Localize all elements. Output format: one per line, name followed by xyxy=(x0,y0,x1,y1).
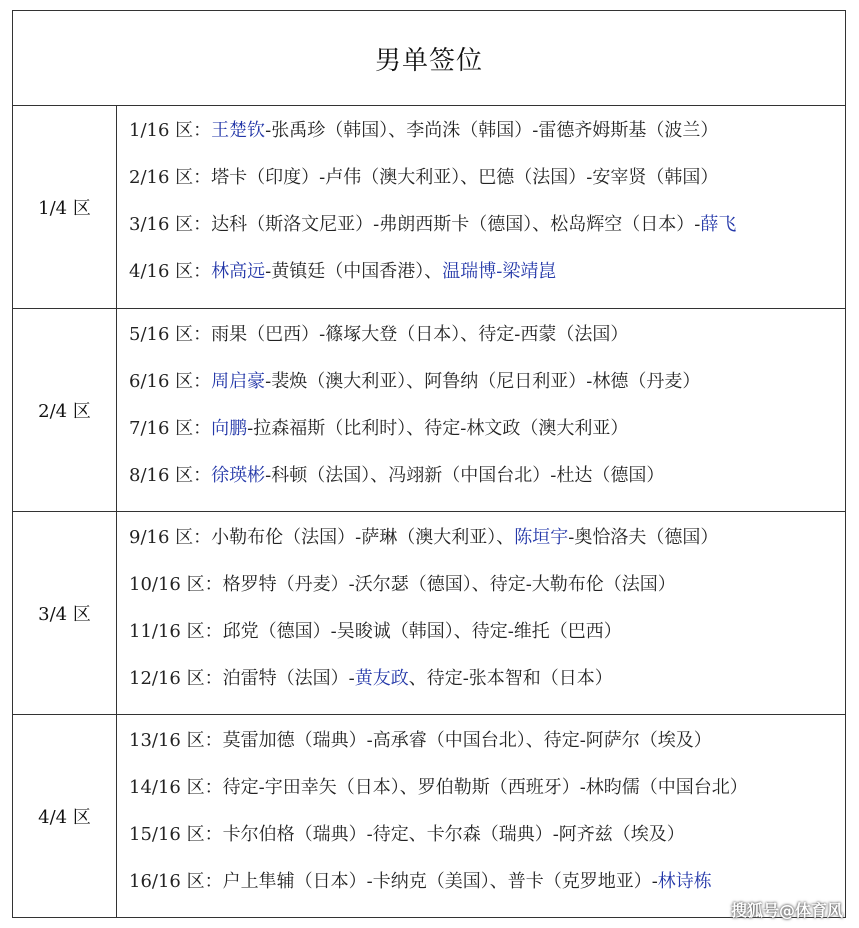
draw-line xyxy=(129,464,664,488)
draw-line-text: 莫雷加德（瑞典）-高承睿（中国台北）、待定-阿萨尔（埃及） xyxy=(222,730,712,751)
draw-line-label: 12/16 区： xyxy=(129,668,223,689)
draw-line-label: 15/16 区： xyxy=(129,824,223,845)
draw-line-label: 16/16 区： xyxy=(129,871,223,892)
draw-line-text: -黄镇廷（中国香港）、 xyxy=(265,261,443,282)
zone-label: 3/4 区 xyxy=(13,512,117,714)
highlighted-player: 周启豪 xyxy=(211,371,266,392)
draw-line-text: 卡尔伯格（瑞典）-待定、卡尔森（瑞典）-阿齐兹（埃及） xyxy=(222,824,685,845)
draw-line xyxy=(129,166,718,190)
draw-line-text: 泊雷特（法国）- xyxy=(222,668,355,689)
draw-line-text: -拉森福斯（比利时）、待定-林文政（澳大利亚） xyxy=(247,418,629,439)
draw-line-label: 8/16 区： xyxy=(129,465,212,486)
table-title: 男单签位 xyxy=(374,45,483,76)
draw-line-text: 邱党（德国）-吴晙诚（韩国）、待定-维托（巴西） xyxy=(222,621,622,642)
draw-line-text: 待定-宇田幸矢（日本）、罗伯勒斯（西班牙）-林昀儒（中国台北） xyxy=(222,777,748,798)
zone-label: 1/4 区 xyxy=(13,105,117,308)
draw-line-text: 格罗特（丹麦）-沃尔瑟（德国）、待定-大勒布伦（法国） xyxy=(222,574,676,595)
draw-line-label: 1/16 区： xyxy=(129,120,212,141)
draw-lines xyxy=(117,512,845,714)
highlighted-player: 林诗栋 xyxy=(657,871,712,892)
draw-line xyxy=(129,870,712,894)
draw-line xyxy=(129,119,718,143)
draw-line-text: -科顿（法国）、冯翊新（中国台北）-杜达（德国） xyxy=(265,465,665,486)
draw-line-label: 13/16 区： xyxy=(129,730,223,751)
highlighted-player: 徐瑛彬 xyxy=(211,465,266,486)
draw-line-text: 达科（斯洛文尼亚）-弗朗西斯卡（德国）、松岛辉空（日本）- xyxy=(211,214,701,235)
zone-label: 2/4 区 xyxy=(13,309,117,511)
section-1 xyxy=(13,105,845,308)
highlighted-player: 王楚钦 xyxy=(211,120,266,141)
highlighted-player: 黄友政 xyxy=(354,668,409,689)
section-3 xyxy=(13,511,845,714)
draw-line xyxy=(129,729,712,753)
draw-line-text: 小勒布伦（法国）-萨琳（澳大利亚）、 xyxy=(211,527,515,548)
highlighted-player: 薛飞 xyxy=(700,214,737,235)
draw-line-text: -奥恰洛夫（德国） xyxy=(568,527,719,548)
highlighted-player: 陈垣宇 xyxy=(514,527,569,548)
draw-lines xyxy=(117,105,845,308)
draw-lines xyxy=(117,309,845,511)
highlighted-player: 向鹏 xyxy=(211,418,248,439)
highlighted-player: 林高远 xyxy=(211,261,266,282)
section-4 xyxy=(13,714,845,917)
draw-line-label: 7/16 区： xyxy=(129,418,212,439)
draw-line-label: 14/16 区： xyxy=(129,777,223,798)
watermark: 搜狐号@体育风 xyxy=(730,901,843,920)
draw-line xyxy=(129,323,628,347)
draw-line-text: 塔卡（印度）-卢伟（澳大利亚）、巴德（法国）-安宰贤（韩国） xyxy=(211,167,719,188)
draw-line-text: 户上隼辅（日本）-卡纳克（美国）、普卡（克罗地亚）- xyxy=(222,871,658,892)
draw-line xyxy=(129,417,628,441)
draw-line-label: 11/16 区： xyxy=(129,621,223,642)
draw-line-label: 4/16 区： xyxy=(129,261,212,282)
draw-line xyxy=(129,620,622,644)
draw-line-label: 10/16 区： xyxy=(129,574,223,595)
draw-line-label: 5/16 区： xyxy=(129,324,212,345)
draw-line xyxy=(129,526,718,550)
draw-line-text: -张禹珍（韩国）、李尚洙（韩国）-雷德齐姆斯基（波兰） xyxy=(265,120,719,141)
draw-line-label: 9/16 区： xyxy=(129,527,212,548)
draw-line xyxy=(129,370,700,394)
draw-table xyxy=(12,10,846,918)
section-2 xyxy=(13,308,845,511)
draw-line-label: 2/16 区： xyxy=(129,167,212,188)
draw-line-label: 3/16 区： xyxy=(129,214,212,235)
draw-line-text: 雨果（巴西）-篠塚大登（日本）、待定-西蒙（法国） xyxy=(211,324,629,345)
draw-lines xyxy=(117,715,845,917)
draw-line xyxy=(129,776,748,800)
title-row xyxy=(13,11,845,106)
highlighted-player: 温瑞博-梁靖崑 xyxy=(442,261,557,282)
draw-line xyxy=(129,573,676,597)
draw-line-text: -裴焕（澳大利亚）、阿鲁纳（尼日利亚）-林德（丹麦） xyxy=(265,371,701,392)
draw-line xyxy=(129,667,613,691)
draw-line-label: 6/16 区： xyxy=(129,371,212,392)
draw-line xyxy=(129,260,556,284)
zone-label: 4/4 区 xyxy=(13,715,117,917)
draw-line-text: 、待定-张本智和（日本） xyxy=(408,668,613,689)
draw-line xyxy=(129,213,736,237)
draw-line xyxy=(129,823,685,847)
